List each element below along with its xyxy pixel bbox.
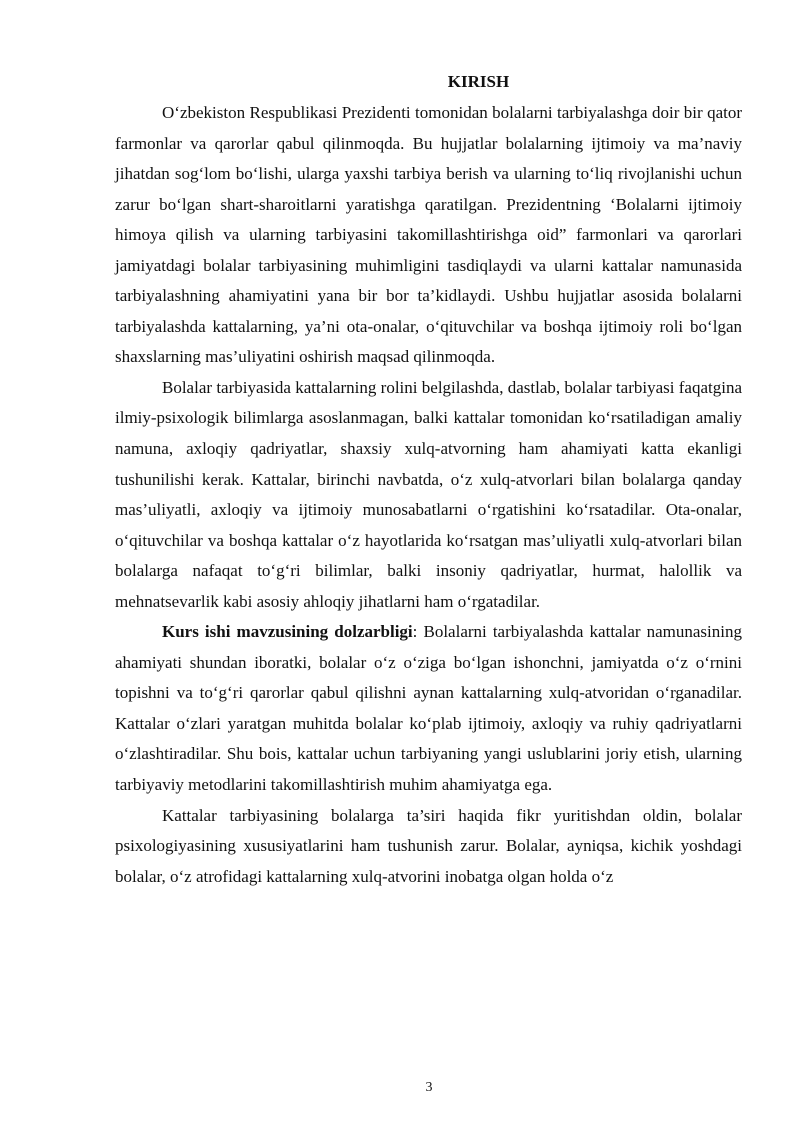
paragraph-lead-suffix: : <box>412 622 424 642</box>
paragraph-text: Bolalar tarbiyasida kattalarning rolini belgilashda, dastlab, bolalar tarbiyasi faqatgina ilmiy-psixologik bilimlarga asoslanmagan, balki kattalar tomonidan ko‘rsatiladigan amaliy namuna, axloqiy qadriyatlar, shaxsiy xulq-atvorning ham ahamiyati katta ekanligi tushunilishi kerak. Kattalar, birinchi navbatda, o‘z xulq-atvorlari bilan bolalarga qanday mas’uliyatli, axloqiy va ijtimoiy munosabatlarni o‘rgatishini ko‘rsatadilar. Ota-onalar, o‘qituvchilar va boshqa kattalar o‘z hayotlarida ko‘rsatgan mas’uliyatli xulq-atvorlari bilan bolalarga nafaqat to‘g‘ri bilimlar, balki insoniy qadriyatlar, hurmat, halollik va mehnatsevarlik kabi asosiy ahloqiy jihatlarni ham o‘rgatadilar. <box>115 377 742 611</box>
paragraph-text: Bolalarni tarbiyalashda kattalar namunasining ahamiyati shundan iboratki, bolalar o‘z o‘ziga bo‘lgan ishonchni, jamiyatda o‘z o‘rnini topishni va to‘g‘ri qarorlar qabul qilishni aynan kattalarning xulq-atvoridan o‘rganadilar. Kattalar o‘zlari yaratgan muhitda bolalar ko‘plab ijtimoiy, axloqiy va ruhiy qadriyatlarni o‘zlashtiradilar. Shu bois, kattalar uchun tarbiyaning yangi uslublarini joriy etish, ularning tarbiyaviy metodlarini takomillashtirish muhim ahamiyatga ega. <box>115 622 742 795</box>
paragraph-child-psychology <box>115 801 742 893</box>
page-number: 3 <box>425 1080 433 1095</box>
paragraph-text: Kattalar tarbiyasining bolalarga ta’siri haqida fikr yuritishdan oldin, bolalar psixologiyasining xususiyatlarini ham tushunish zarur. Bolalar, ayniqsa, kichik yoshdagi bolalar, o‘z atrofidagi kattalarning xulq-atvorini inobatga olgan holda o‘z <box>115 805 742 886</box>
paragraph-text: O‘zbekiston Respublikasi Prezidenti tomonidan bolalarni tarbiyalashga doir bir qator farmonlar va qarorlar qabul qilinmoqda. Bu hujjatlar bolalarning ijtimoiy va ma’naviy jihatdan sog‘lom bo‘lishi, ularga yaxshi tarbiya berish va ularning to‘liq rivojlanishi uchun zarur bo‘lgan shart-sharoitlarni yaratishga qaratilgan. Prezidentning ‘Bolalarni ijtimoiy himoya qilish va ularning tarbiyasini takomillashtirishga oid” farmonlari va qarorlari jamiyatdagi bolalar tarbiyasining muhimligini tasdiqlaydi va ularni kattalar namunasida tarbiyalashning ahamiyatini yana bir bor ta’kidlaydi. Ushbu hujjatlar asosida bolalarni tarbiyalashda kattalarning, ya’ni ota-onalar, o‘qituvchilar va boshqa ijtimoiy roli bo‘lgan shaxslarning mas’uliyatini oshirish maqsad qilinmoqda. <box>115 103 742 367</box>
document-page <box>115 72 742 892</box>
paragraph-role-of-adults <box>115 373 742 617</box>
paragraph-lead-bold: Kurs ishi mavzusining dolzarbligi <box>162 622 413 642</box>
paragraph-relevance <box>115 617 742 800</box>
paragraph-intro <box>115 98 742 373</box>
document-title: KIRISH <box>447 72 510 91</box>
